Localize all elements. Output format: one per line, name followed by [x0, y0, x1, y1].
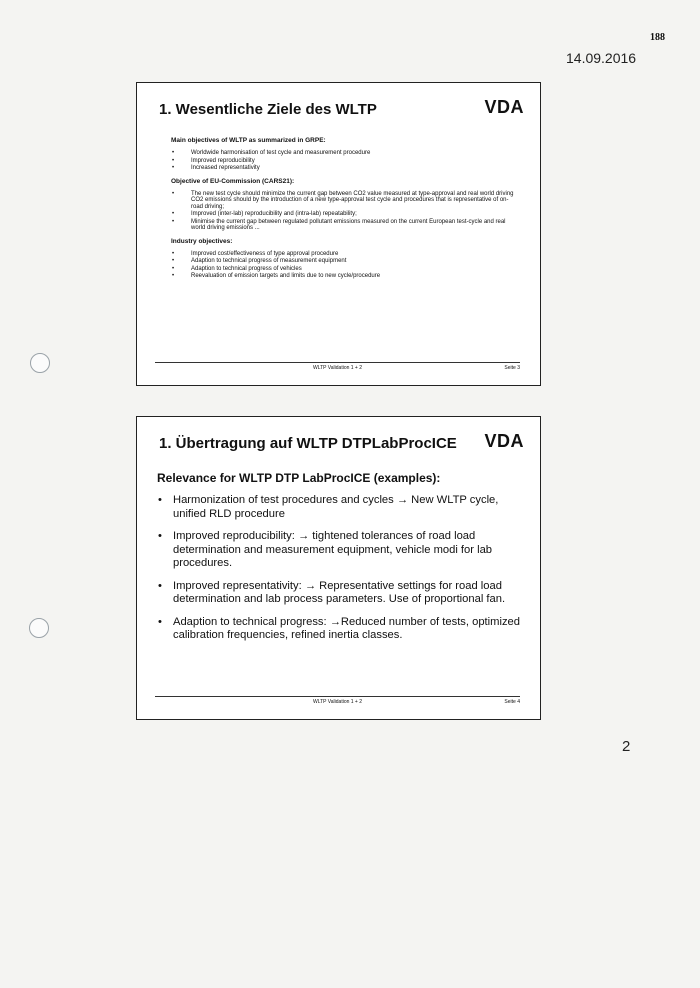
slide-1-footer: [155, 362, 520, 371]
list-item: [157, 494, 524, 521]
list-item: [171, 191, 520, 211]
bullet-icon: •: [158, 615, 162, 628]
footer-title: WLTP Validation 1 + 2: [312, 365, 363, 371]
list-item-text: Improved (inter-lab) reproducibility and (intra-lab) repeatability;: [191, 211, 357, 217]
section-heading-eu-commission: Objective of EU-Commission (CARS21):: [171, 177, 295, 185]
bullet-icon: •: [172, 165, 175, 171]
list-item-text: Harmonization of test procedures and cycles → New WLTP cycle, unified RLD procedure: [173, 494, 499, 520]
section-heading-relevance: Relevance for WLTP DTP LabProcICE (examples):: [157, 471, 441, 485]
punch-hole-bottom: [29, 618, 49, 638]
footer-page-label: Seite 3: [504, 365, 520, 371]
footer-page-label: Seite 4: [504, 699, 520, 705]
list-item-text: Minimise the current gap between regulated pollutant emissions measured on the current European test-cycle and real world driving emissions ...: [191, 218, 506, 231]
list-item-text: Worldwide harmonisation of test cycle and measurement procedure: [191, 150, 371, 156]
bullet-icon: •: [172, 258, 175, 264]
bullet-icon: •: [172, 150, 175, 156]
list-item-text: Increased representativity: [191, 165, 260, 171]
list-item: [157, 616, 524, 643]
bullet-icon: •: [172, 218, 175, 225]
bullet-icon: •: [172, 250, 175, 257]
eu-commission-objectives-list: [171, 191, 520, 232]
list-item-text: Improved representativity: → Representative settings for road load determination and lab process parameters. Use of proportional fan.: [173, 579, 506, 605]
relevance-list: [157, 494, 524, 643]
list-item-text: Adaption to technical progress of measurement equipment: [191, 258, 347, 264]
bullet-icon: •: [172, 265, 175, 272]
slide-2-content: [157, 471, 524, 652]
section-heading-grpe: Main objectives of WLTP as summarized in GRPE:: [171, 137, 326, 144]
list-item: [171, 150, 520, 157]
bullet-icon: •: [172, 211, 175, 217]
vda-logo: VDA: [484, 431, 524, 451]
bullet-icon: •: [172, 157, 175, 164]
vda-logo: VDA: [484, 97, 524, 117]
punch-hole-top: [30, 353, 50, 373]
list-item-text: Improved reproducibility: [191, 157, 255, 164]
list-item: [171, 266, 520, 273]
list-item-text: Reevaluation of emission targets and limits due to new cycle/procedure: [191, 273, 381, 279]
list-item-text: Adaption to technical progress of vehicles: [191, 265, 302, 272]
list-item: [171, 273, 520, 280]
slide-2-header: [159, 431, 524, 457]
list-item: [171, 165, 520, 172]
list-item-text: Improved cost/effectiveness of type approval procedure: [191, 250, 339, 257]
handwritten-page-number: 2: [622, 738, 631, 755]
slide-2-footer: [155, 696, 520, 705]
section-heading-industry: Industry objectives:: [171, 237, 233, 245]
list-item: [157, 580, 524, 607]
bullet-icon: •: [172, 273, 175, 279]
list-item: [171, 251, 520, 258]
slide-1-header: [159, 97, 524, 123]
industry-objectives-list: [171, 251, 520, 280]
bullet-icon: •: [158, 494, 162, 506]
list-item: [171, 211, 520, 218]
list-item-text: Adaption to technical progress: →Reduced number of tests, optimized calibration frequencies, refined inertia classes.: [173, 615, 520, 641]
list-item-text: The new test cycle should minimize the current gap between CO2 value measured at type-approval and real world driving CO2 emissions should by the introduction of a new type-approval test cycle and procedures that is representative of on-road driving;: [191, 190, 514, 210]
slide-1-title: 1. Wesentliche Ziele des WLTP: [159, 101, 377, 118]
bullet-icon: •: [158, 579, 162, 592]
list-item: [171, 158, 520, 165]
page-number: 188: [650, 32, 665, 43]
page-date: 14.09.2016: [566, 50, 637, 66]
grpe-objectives-list: [171, 150, 520, 172]
bullet-icon: •: [172, 190, 175, 197]
list-item: [157, 530, 524, 571]
list-item: [171, 219, 520, 232]
slide-1-content: [171, 137, 520, 286]
list-item: [171, 258, 520, 265]
slide-2-title: 1. Übertragung auf WLTP DTPLabProcICE: [159, 435, 457, 452]
slide-2: [136, 416, 541, 720]
list-item-text: Improved reproducibility: → tightened tolerances of road load determination and measurement equipment, vehicle modi for lab procedures.: [173, 530, 493, 569]
bullet-icon: •: [158, 530, 162, 542]
slide-1: [136, 82, 541, 386]
footer-title: WLTP Validation 1 + 2: [312, 699, 363, 705]
